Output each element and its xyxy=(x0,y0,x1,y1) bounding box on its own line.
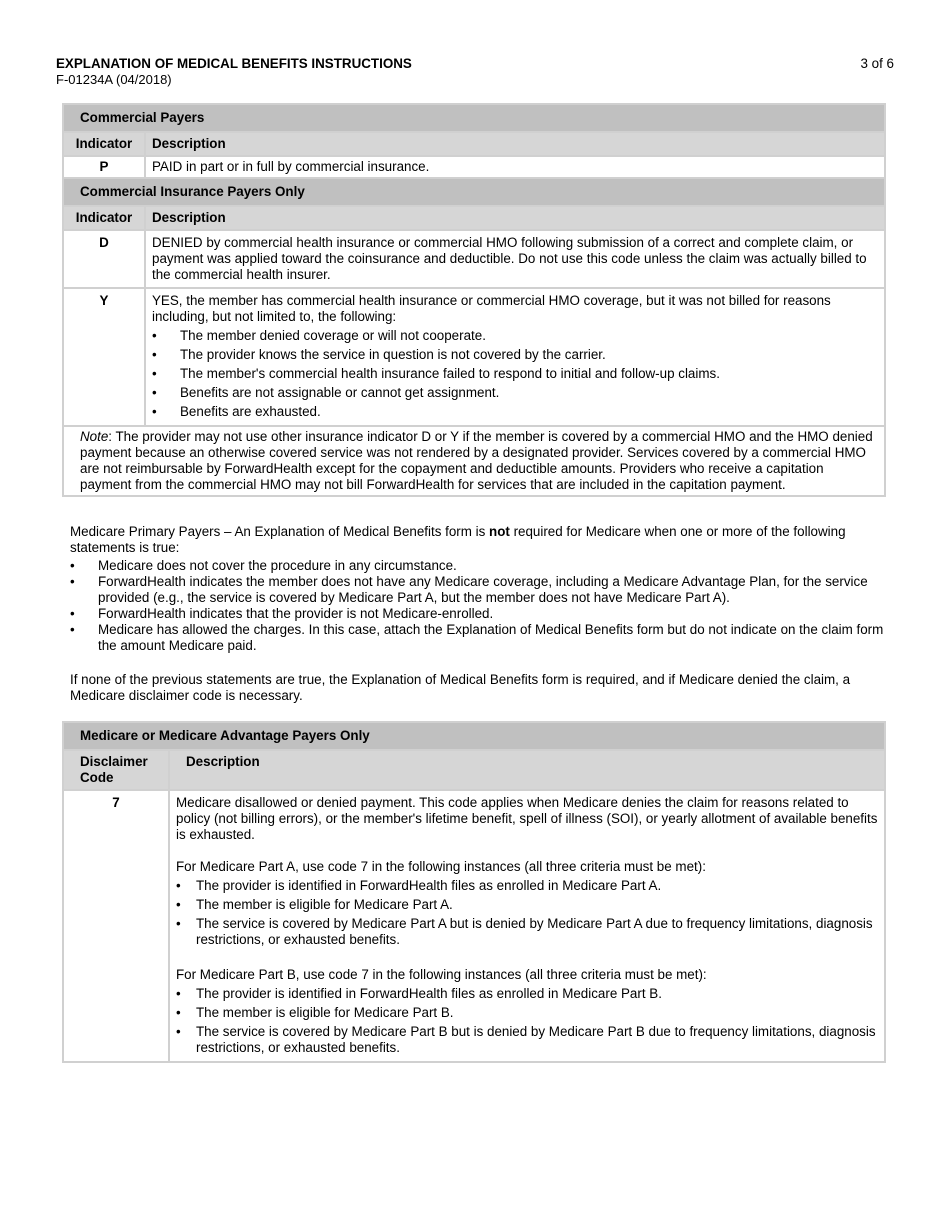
intro-text: Medicare Primary Payers – An Explanation of Medical Benefits form is xyxy=(70,524,490,539)
intro-text-end: required for Medicare when one or more of the following statements is true: xyxy=(70,524,846,555)
list-item: • The provider is identified in ForwardHealth files as enrolled in Medicare Part A. xyxy=(176,878,878,894)
list-item: • The member's commercial health insurance failed to respond to initial and follow-up claims. xyxy=(152,366,878,382)
medicare-primary-section xyxy=(70,524,888,704)
note-label: Note xyxy=(80,429,109,444)
list-item: • Medicare has allowed the charges. In this case, attach the Explanation of Medical Benefits form but do not indicate on the claim form the amount Medicare paid. xyxy=(70,622,888,654)
indicator-header: Indicator xyxy=(63,132,145,156)
document-title: EXPLANATION OF MEDICAL BENEFITS INSTRUCTIONS xyxy=(56,56,412,71)
intro-bold: not xyxy=(489,524,510,539)
form-id: F-01234A (04/2018) xyxy=(56,72,172,87)
description-cell xyxy=(145,288,885,426)
code-header-line2: Code xyxy=(80,770,114,785)
table-row xyxy=(63,156,885,178)
list-item: • Benefits are exhausted. xyxy=(152,404,878,420)
list-item: • The service is covered by Medicare Part B but is denied by Medicare Part B due to frequency limitations, diagnosis restrictions, or exhausted benefits. xyxy=(176,1024,878,1056)
medicare-table xyxy=(62,721,886,1063)
code-header-line1: Disclaimer xyxy=(80,754,148,769)
commercial-only-title: Commercial Insurance Payers Only xyxy=(63,178,885,206)
part-a-list xyxy=(176,878,878,948)
disclaimer-code-cell: 7 xyxy=(63,790,169,1062)
medicare-intro xyxy=(70,524,888,556)
description-header: Description xyxy=(169,750,885,790)
reasons-list xyxy=(152,328,878,420)
description-cell: PAID in part or in full by commercial insurance. xyxy=(145,156,885,178)
page-number: 3 of 6 xyxy=(860,56,894,71)
indicator-cell: P xyxy=(63,156,145,178)
table-row xyxy=(63,790,885,1062)
indicator-cell: Y xyxy=(63,288,145,426)
list-item: • The member denied coverage or will not cooperate. xyxy=(152,328,878,344)
part-b-intro: For Medicare Part B, use code 7 in the following instances (all three criteria must be met): xyxy=(176,967,707,982)
list-item: • The provider knows the service in question is not covered by the carrier. xyxy=(152,347,878,363)
code-description: Medicare disallowed or denied payment. This code applies when Medicare denies the claim for reasons related to policy (not billing errors), or the member's lifetime benefit, spell of illness (SOI), or yearly allotment of available benefits is exhausted. xyxy=(176,795,878,842)
medicare-closing: If none of the previous statements are true, the Explanation of Medical Benefits form is required, and if Medicare denied the claim, a Medicare disclaimer code is necessary. xyxy=(70,672,851,703)
commercial-payers-title: Commercial Payers xyxy=(63,104,885,132)
list-item: • The provider is identified in ForwardHealth files as enrolled in Medicare Part B. xyxy=(176,986,878,1002)
note-row xyxy=(63,426,885,496)
disclaimer-code-header xyxy=(63,750,169,790)
description-header: Description xyxy=(145,132,885,156)
commercial-payers-table xyxy=(62,103,886,497)
description-cell: DENIED by commercial health insurance or commercial HMO following submission of a correct and complete claim, or payment was applied toward the coinsurance and deductible. Do not use this code unless the claim was actually billed to the commercial health insurer. xyxy=(145,230,885,288)
list-item: • Medicare does not cover the procedure in any circumstance. xyxy=(70,558,888,574)
note-cell xyxy=(63,426,885,496)
description-header: Description xyxy=(145,206,885,230)
indicator-header: Indicator xyxy=(63,206,145,230)
indicator-cell: D xyxy=(63,230,145,288)
list-item: • The service is covered by Medicare Part A but is denied by Medicare Part A due to frequency limitations, diagnosis restrictions, or exhausted benefits. xyxy=(176,916,878,948)
medicare-conditions-list xyxy=(70,558,888,654)
medicare-table-title: Medicare or Medicare Advantage Payers Only xyxy=(63,722,885,750)
list-item: • Benefits are not assignable or cannot get assignment. xyxy=(152,385,878,401)
table-row xyxy=(63,230,885,288)
table-row xyxy=(63,288,885,426)
list-item: • The member is eligible for Medicare Part B. xyxy=(176,1005,878,1021)
description-cell xyxy=(169,790,885,1062)
page-header xyxy=(56,56,894,88)
list-item: • ForwardHealth indicates the member does not have any Medicare coverage, including a Medicare Advantage Plan, for the service provided (e.g., the service is covered by Medicare Part A, but the member does not have Medicare Part A). xyxy=(70,574,888,606)
note-text: : The provider may not use other insurance indicator D or Y if the member is covered by a commercial HMO and the HMO denied payment because an otherwise covered service was not rendered by a designated provider. Services covered by a commercial HMO are not reimbursable by ForwardHealth except for the copayment and deductible amounts. Providers who receive a capitation payment from the commercial HMO may not bill ForwardHealth for services that are included in the capitation payment. xyxy=(80,429,873,492)
part-b-list xyxy=(176,986,878,1056)
list-item: • The member is eligible for Medicare Part A. xyxy=(176,897,878,913)
part-a-intro: For Medicare Part A, use code 7 in the following instances (all three criteria must be met): xyxy=(176,859,706,874)
list-item: • ForwardHealth indicates that the provider is not Medicare-enrolled. xyxy=(70,606,888,622)
description-text: YES, the member has commercial health insurance or commercial HMO coverage, but it was not billed for reasons including, but not limited to, the following: xyxy=(152,293,831,324)
